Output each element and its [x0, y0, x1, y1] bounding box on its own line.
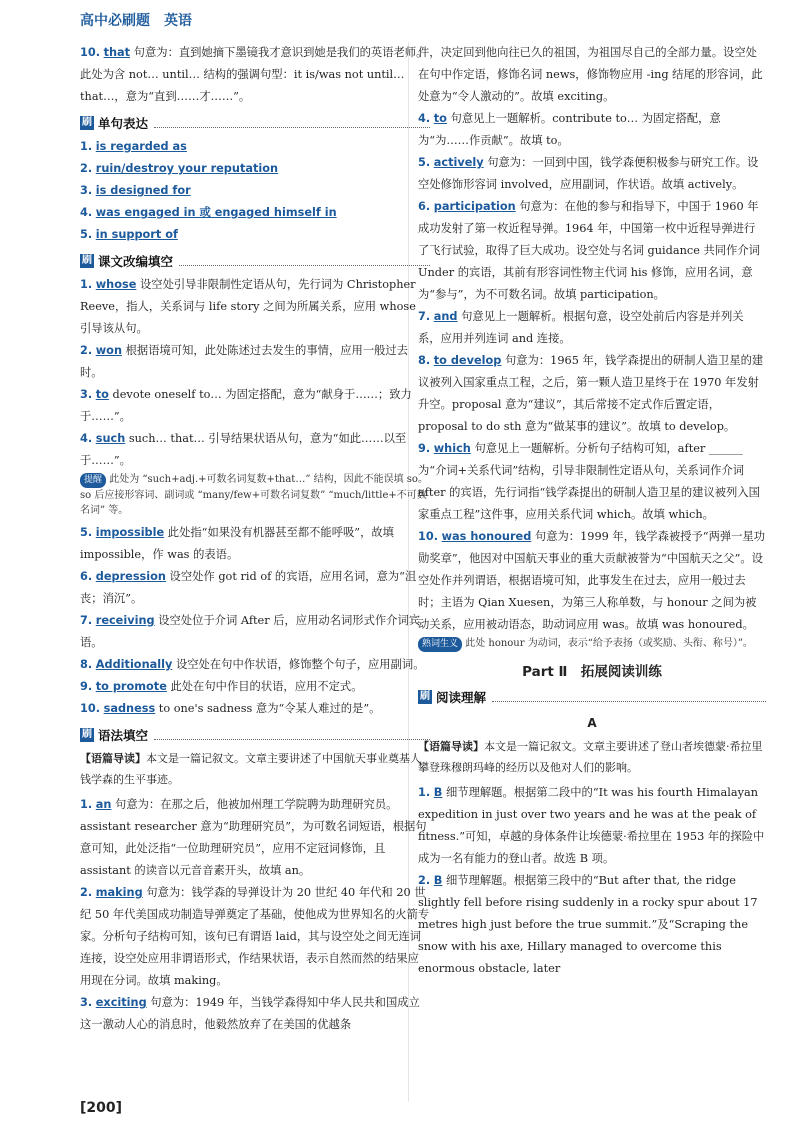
page-number: [200]: [80, 1100, 123, 1116]
answer-item: 4. such such… that… 引导结果状语从句，意为“如此……以至于……”。: [80, 432, 407, 467]
answer-item: 6. depression 设空处作 got rid of 的宾语，应用名词，意为“沮丧；消沉”。: [80, 570, 417, 605]
answer-item: 10. that 句意为：直到她摘下墨镜我才意识到她是我们的英语老师。此处为含 not… until… 结构的强调句型：it is/was not until… that…，意为“直到……才……”。: [80, 46, 428, 103]
answer-item: 2. B 细节理解题。根据第三段中的“But after that, the ridge slightly fell before rising suddenly in a rocky spur about 17 metres high just before the true summit.”及“Scraping the snow with his axe, Hillary managed to overcome this enormous obstacle, later: [418, 874, 758, 975]
section-title-reading: 刷 阅读理解: [418, 688, 766, 706]
answer-item: 2. ruin/destroy your reputation: [80, 162, 279, 175]
answer-item: 3. to devote oneself to… 为固定搭配，意为“献身于……；致力于……”。: [80, 388, 412, 423]
answer-item: 7. and 句意见上一题解析。根据句意，设空处前后内容是并列关系，应用并列连词 and 连接。: [418, 310, 744, 345]
passage-letter: A: [587, 716, 597, 730]
answer-item: 6. participation 句意为：在他的参与和指导下，中国于 1960 年成功发射了第一枚近程导弹。1964 年，中国第一枚中近程导弹进行了飞行试验，取得了巨大成功。设空处与名词 guidance 共同作介词 Under 的宾语，其前有形容词性物主代词 his 修饰，应用名词，意为“参与”，为不可数名词。故填 participation。: [418, 200, 760, 301]
tip-badge: 熟词生义: [418, 637, 462, 652]
answer-item: 1. an 句意为：在那之后，他被加州理工学院聘为助理研究员。assistant researcher 意为“助理研究员”，为可数名词短语，根据句意可知，此处泛指“一位助理研究员”，应用不定冠词修饰，且 assistant 的读音以元音音素开头，故填 an。: [80, 798, 427, 877]
answer-item: 3. exciting 句意为：1949 年，当钱学森得知中华人民共和国成立这一激动人心的消息时，他毅然放弃了在美国的优越条: [80, 996, 420, 1031]
section-title-sentence-expression: 刷 单句表达: [80, 114, 430, 132]
page-header: [0, 0, 800, 38]
passage-guide: 【语篇导读】本文是一篇记叙文。文章主要讲述了登山者埃德蒙·希拉里攀登珠穆朗玛峰的经历以及他对人们的影响。: [418, 740, 763, 774]
answer-item: 10. sadness to one's sadness 意为“令某人难过的是”。: [80, 702, 381, 715]
answer-item: 9. to promote 此处在句中作目的状语，应用不定式。: [80, 680, 363, 693]
answer-item: 9. which 句意见上一题解析。分析句子结构可知，after ______ 为“介词+关系代词”结构，引导非限制性定语从句，关系词作介词 after 的宾语，先行词指“钱学森提出的研制人造卫星的建议被列入国家重点工程”这件事，应用关系代词 which。故填 which。: [418, 442, 760, 521]
tip-note: 提醒 此处为 “such+adj.+可数名词复数+that…” 结构，因此不能误填 so。so 后应接形容词、副词或 “many/few+可数名词复数” “much/little+不可数名词” 等。: [80, 474, 428, 516]
answer-item: 1. is regarded as: [80, 140, 187, 153]
answer-item: 10. was honoured 句意为：1999 年，钱学森被授予“两弹一星功勋奖章”，他因对中国航天事业的重大贡献被誉为“中国航天之父”。设空处作并列谓语，根据语境可知，此事发生在过去，应用一般过去时；主语为 Qian Xuesen，为第三人称单数，与 honour 之间为被动关系，应用被动语态，助动词应用 was。故填 was honoured。: [418, 530, 766, 631]
part-title: Part Ⅱ 拓展阅读训练: [522, 664, 662, 680]
answer-item: 8. Additionally 设空处在句中作状语，修饰整个句子，应用副词。: [80, 658, 425, 671]
answer-continuation: 件，决定回到他向往已久的祖国，为祖国尽自己的全部力量。设空处在句中作定语，修饰名词 news，修饰物应用 -ing 结尾的形容词，此处意为“令人激动的”。故填 exciting。: [418, 46, 763, 103]
tip-note: 熟词生义 此处 honour 为动词，表示“给予表扬（或奖励、头衔、称号）”。: [418, 636, 766, 652]
answer-item: 8. to develop 句意为：1965 年，钱学森提出的研制人造卫星的建议被列入国家重点工程，之后，第一颗人造卫星终于在 1970 年发射升空。proposal 意为“建议”，其后常接不定式作后置定语，proposal to do sth 意为“做某事的建议”。故填 to develop。: [418, 354, 764, 433]
answer-item: 5. actively 句意为：一回到中国，钱学森便积极参与研究工作。设空处修饰形容词 involved，应用副词，作状语。故填 actively。: [418, 156, 759, 191]
answer-item: 5. impossible 此处指“如果没有机器甚至都不能呼吸”，故填 impossible，作 was 的表语。: [80, 526, 394, 561]
answer-item: 4. to 句意见上一题解析。contribute to… 为固定搭配，意为“为……作贡献”。故填 to。: [418, 112, 721, 147]
tip-badge: 提醒: [80, 473, 106, 488]
answer-item: 2. making 句意为：钱学森的导弹设计为 20 世纪 40 年代和 20 世纪 50 年代美国成功制造导弹奠定了基础，使他成为世界知名的火箭专家。分析句子结构可知，该句已有谓语 laid，其与设空处之间无连词连接，设空处应用非谓语形式，作结果状语，表示自然而然的结果应用现在分词。故填 making。: [80, 886, 430, 987]
answer-item: 1. whose 设空处引导非限制性定语从句，先行词为 Christopher Reeve，指人，关系词与 life story 之间为所属关系，应用 whose 引导该从句。: [80, 278, 416, 335]
section-title-grammar-fill: 刷 语法填空: [80, 726, 430, 744]
answer-item: 1. B 细节理解题。根据第二段中的“It was his fourth Himalayan expedition in just over two years and he was at the peak of fitness.”可知，卓越的身体条件让埃德蒙·希拉里在 1953 年的探险中成为一名有能力的登山者。故选 B 项。: [418, 786, 765, 865]
passage-guide: 【语篇导读】本文是一篇记叙文。文章主要讲述了中国航天事业奠基人钱学森的生平事迹。: [80, 752, 421, 786]
answer-item: 4. was engaged in 或 engaged himself in: [80, 206, 337, 219]
answer-item: 7. receiving 设空处位于介词 After 后，应用动名词形式作介词宾语。: [80, 614, 421, 649]
answer-item: 5. in support of: [80, 228, 178, 241]
header-title: 高中必刷题 英语: [80, 13, 192, 29]
right-column: [418, 42, 766, 980]
section-title-text-adaptation: 刷 课文改编填空: [80, 252, 430, 270]
left-column: [80, 42, 430, 1036]
answer-item: 3. is designed for: [80, 184, 191, 197]
answer-item: 2. won 根据语境可知，此处陈述过去发生的事情，应用一般过去时。: [80, 344, 409, 379]
